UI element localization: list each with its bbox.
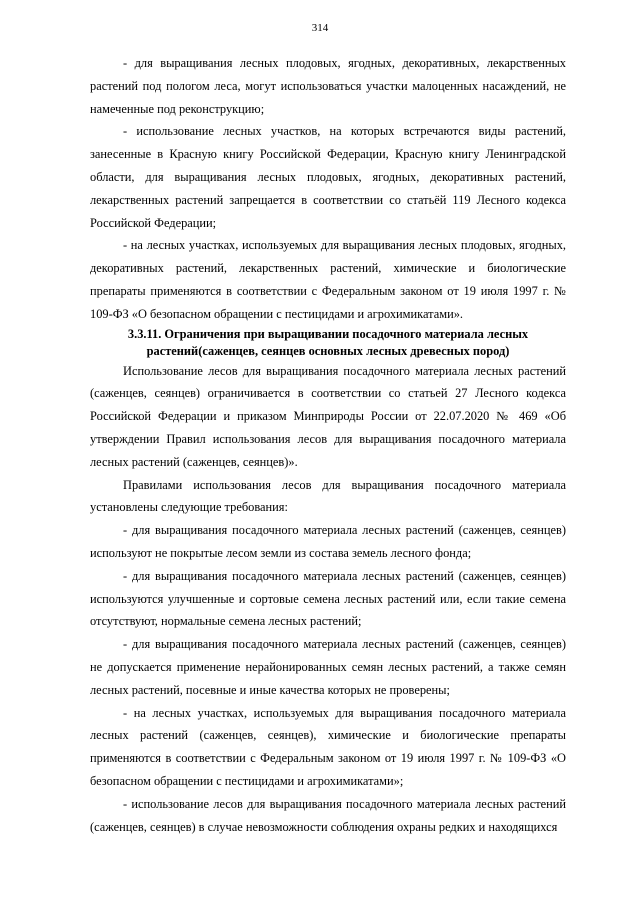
document-body — [90, 52, 566, 838]
paragraph: - для выращивания лесных плодовых, ягодных, декоративных, лекарственных растений под пологом леса, могут использоваться участки малоценных насаждений, не намеченные под реконструкцию; — [90, 56, 566, 116]
paragraph: - для выращивания посадочного материала лесных растений (саженцев, сеянцев) используются улучшенные и сортовые семена лесных растений или, если такие семена отсутствуют, нормальные семена лесных растений; — [90, 568, 566, 629]
paragraph: - для выращивания посадочного материала лесных растений (саженцев, сеянцев) не допускается применение нерайонированных семян лесных растений, а также семян лесных растений, посевные и иные качества которых не проверены; — [90, 637, 566, 697]
page-number: 314 — [311, 22, 329, 34]
section-heading: 3.3.11. Ограничения при выращивании посадочного материала лесных растений(саженцев, сеянцев основных лесных древесных пород) — [127, 326, 529, 358]
paragraph: - для выращивания посадочного материала лесных растений (саженцев, сеянцев) используют не покрытые лесом земли из состава земель лесного фонда; — [90, 523, 566, 560]
paragraph: - использование лесных участков, на которых встречаются виды растений, занесенные в Красную книгу Российской Федерации, Красную книгу Ленинградской области, для выращивания лесных плодовых, ягодных, декоративных растений, лекарственных растений запрещается в соответствии со статьёй 119 Лесного кодекса Российской Федерации; — [90, 124, 566, 230]
paragraph: Правилами использования лесов для выращивания посадочного материала установлены следующие требования: — [90, 477, 566, 515]
paragraph: - использование лесов для выращивания посадочного материала лесных растений (саженцев, сеянцев) в случае невозможности соблюдения охраны редких и находящихся — [90, 796, 566, 834]
paragraph: - на лесных участках, используемых для выращивания посадочного материала лесных растений (саженцев, сеянцев), химические и биологические препараты применяются в соответствии с Федеральным законом от 19 июля 1997 г. № 109-ФЗ «О безопасном обращении с пестицидами и агрохимикатами»; — [90, 705, 566, 788]
paragraph: Использование лесов для выращивания посадочного материала лесных растений (саженцев, сеянцев) ограничивается в соответствии со статьей 27 Лесного кодекса Российской Федерации и приказом Минприроды России от 22.07.2020 № 469 «Об утверждении Правил использования лесов для выращивания посадочного материала лесных растений (саженцев, сеянцев)». — [90, 363, 566, 469]
paragraph: - на лесных участках, используемых для выращивания лесных плодовых, ягодных, декоративных растений, лекарственных растений, химические и биологические препараты применяются в соответствии с Федеральным законом от 19 июля 1997 г. № 109-ФЗ «О безопасном обращении с пестицидами и агрохимикатами». — [90, 238, 566, 321]
